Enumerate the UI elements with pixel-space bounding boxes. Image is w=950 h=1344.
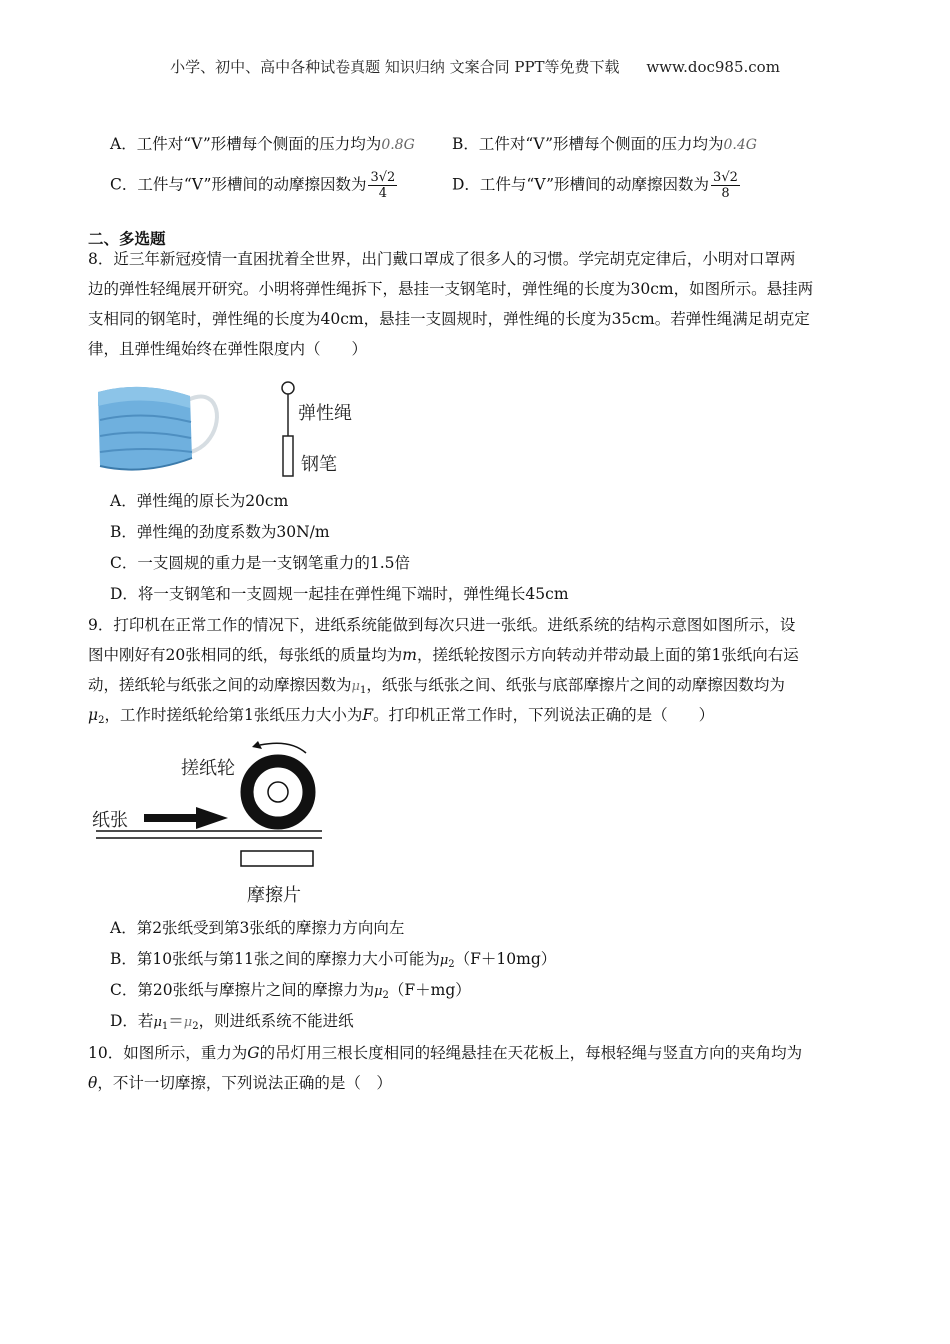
fraction-c: $\frac{3√2}{4}$ [370, 170, 396, 201]
header-text: 小学、初中、高中各种试卷真题 知识归纳 文案合同 PPT等免费下载 [170, 58, 620, 76]
q9-option-c: C．第20张纸与摩擦片之间的摩擦力为$\mu_2(F+mg)$ [110, 981, 471, 1001]
label-rope: 弹性绳 [298, 403, 352, 424]
q8-line-2: 边的弹性轻绳展开研究。小明将弹性绳拆下，悬挂一支钢笔时，弹性绳的长度为30cm，如图所示。悬挂两 [88, 280, 814, 298]
q9-line-1: 9．打印机在正常工作的情况下，进纸系统能做到每次只进一张纸。进纸系统的结构示意图如图所示，设 [88, 616, 796, 634]
q8-line-4: 律，且弹性绳始终在弹性限度内（ ） [88, 340, 368, 358]
q7-option-c: C．工件与“V”形槽间的动摩擦因数为 $\frac{3√2}{4}$ [110, 170, 396, 201]
label-pad: 摩擦片 [247, 885, 301, 906]
page-header [0, 56, 950, 77]
q9-option-a: A．第2张纸受到第3张纸的摩擦力方向向左 [110, 919, 405, 937]
label-pen: 钢笔 [301, 454, 337, 475]
q8-line-3: 支相同的钢笔时，弹性绳的长度为40cm，悬挂一支圆规时，弹性绳的长度为35cm。若弹性绳满足胡克定 [88, 310, 810, 328]
label-paper: 纸张 [92, 810, 128, 831]
q7-option-d: D．工件与“V”形槽间的动摩擦因数为 $\frac{3√2}{8}$ [452, 170, 738, 201]
label-wheel: 搓纸轮 [181, 758, 235, 779]
q9-line-4: $\mu_2$，工作时搓纸轮给第1张纸压力大小为F。打印机正常工作时，下列说法正确的是（ ） [88, 706, 715, 726]
header-url: www.doc985.com [646, 58, 780, 76]
q8-option-b: B．弹性绳的劲度系数为30N/m [110, 523, 330, 541]
q8-option-a: A．弹性绳的原长为20cm [110, 492, 289, 510]
q7-option-b: B．工件对“V”形槽每个侧面的压力均为0.4G [452, 135, 757, 153]
q10-line-2: θ，不计一切摩擦，下列说法正确的是（ ） [88, 1074, 392, 1092]
q9-option-b: B．第10张纸与第11张之间的摩擦力大小可能为$\mu_2(F+10mg)$ [110, 950, 557, 970]
rope-pen-diagram [278, 380, 302, 480]
fraction-d: $\frac{3√2}{8}$ [713, 170, 738, 201]
section-title: 二、多选题 [88, 229, 166, 248]
q8-line-1: 8．近三年新冠疫情一直困扰着全世界，出门戴口罩成了很多人的习惯。学完胡克定律后，小明对口罩两 [88, 250, 796, 268]
q7-option-a: A．工件对“V”形槽每个侧面的压力均为0.8G [110, 135, 415, 153]
q8-option-d: D．将一支钢笔和一支圆规一起挂在弹性绳下端时，弹性绳长45cm [110, 585, 569, 603]
q9-line-3: 动，搓纸轮与纸张之间的动摩擦因数为$\mu_1$，纸张与纸张之间、纸张与底部摩擦片之间的动摩擦因数均为 [88, 676, 785, 696]
q9-line-2: 图中刚好有20张相同的纸，每张纸的质量均为m，搓纸轮按图示方向转动并带动最上面的第1张纸向右运 [88, 646, 799, 664]
mask-image [92, 378, 224, 476]
q9-option-d: D．若$\mu_1=\mu_2$，则进纸系统不能进纸 [110, 1012, 354, 1032]
q8-option-c: C．一支圆规的重力是一支钢笔重力的1.5倍 [110, 554, 411, 572]
q10-line-1: 10．如图所示，重力为G的吊灯用三根长度相同的轻绳悬挂在天花板上，每根轻绳与竖直方向的夹角均为 [88, 1044, 803, 1062]
